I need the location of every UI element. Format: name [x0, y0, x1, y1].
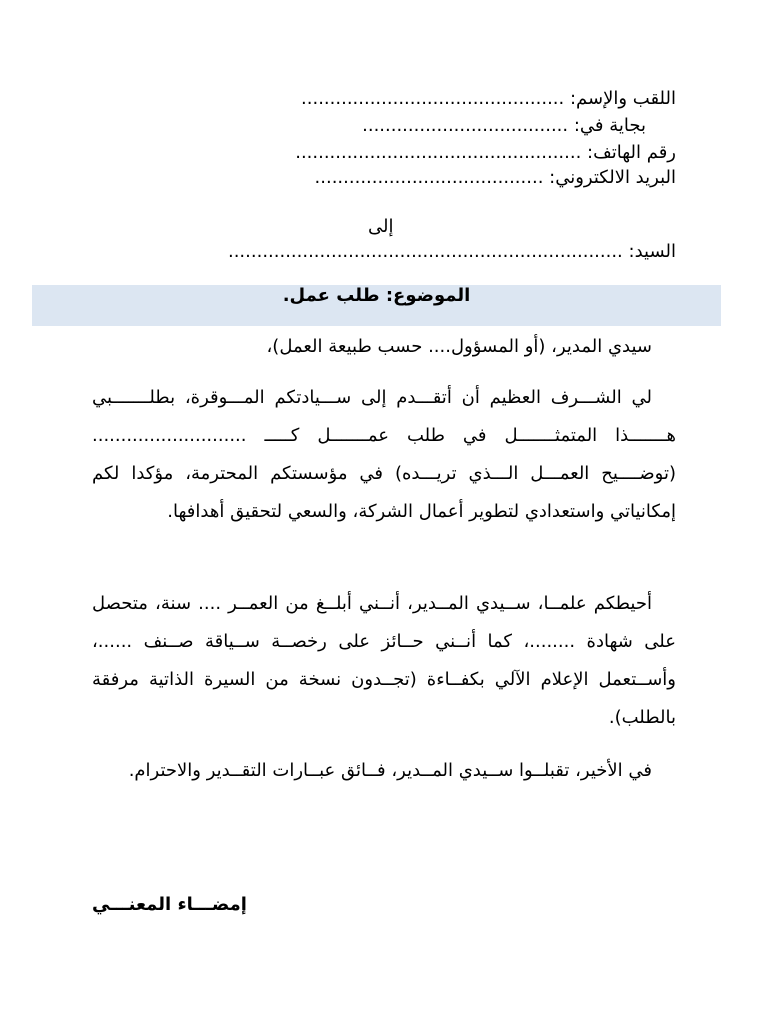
recipient-line: السيد: ..................................................................... — [227, 241, 676, 262]
phone-line: رقم الهاتف: .................................................. — [295, 142, 676, 163]
email-line: البريد الالكتروني: ........................................ — [314, 167, 676, 188]
paragraph-2-text: أحيطكم علمــا، ســيدي المــدير، أنــني أبلــغ من العمــر .... سنة، متحصل على شهادة ........، كما أنــني حــائز على رخصــة ســياقة صــنف ......، وأســتعمل الإعلام الآلي بكفــاءة (تجــدون نسخة من السيرة الذاتية مرفقة بالطلب). — [92, 593, 676, 728]
to-label: إلى — [368, 216, 394, 237]
paragraph-3-text: في الأخير، تقبلــوا ســيدي المــدير، فــائق عبــارات التقــدير والاحترام. — [128, 760, 652, 781]
paragraph-3 — [92, 752, 676, 790]
signature: إمضـــاء المعنـــي — [92, 894, 247, 915]
paragraph-2 — [92, 585, 676, 737]
subject-line: الموضوع: طلب عمل. — [282, 285, 471, 306]
salutation: سيدي المدير، (أو المسؤول.... حسب طبيعة العمل)، — [266, 336, 652, 357]
paragraph-1 — [92, 379, 676, 531]
paragraph-1-text: لي الشـــرف العظيم أن أتقـــدم إلى ســـيادتكم المـــوقرة، بطلـــــــبي هـــــــذا المتمثـــــــل في طلب عمـــــــل كـــــ ........................... (توضــــيح العمـــل الـــذي تريـــده) في مؤسستكم المحترمة، مؤكدا لكم إمكانياتي واستعدادي لتطوير أعمال الشركة، والسعي لتحقيق أهدافها. — [92, 387, 676, 522]
birth-line: بجاية في: .................................... — [362, 115, 646, 136]
name-line: اللقب والإسم: .............................................. — [301, 88, 676, 109]
